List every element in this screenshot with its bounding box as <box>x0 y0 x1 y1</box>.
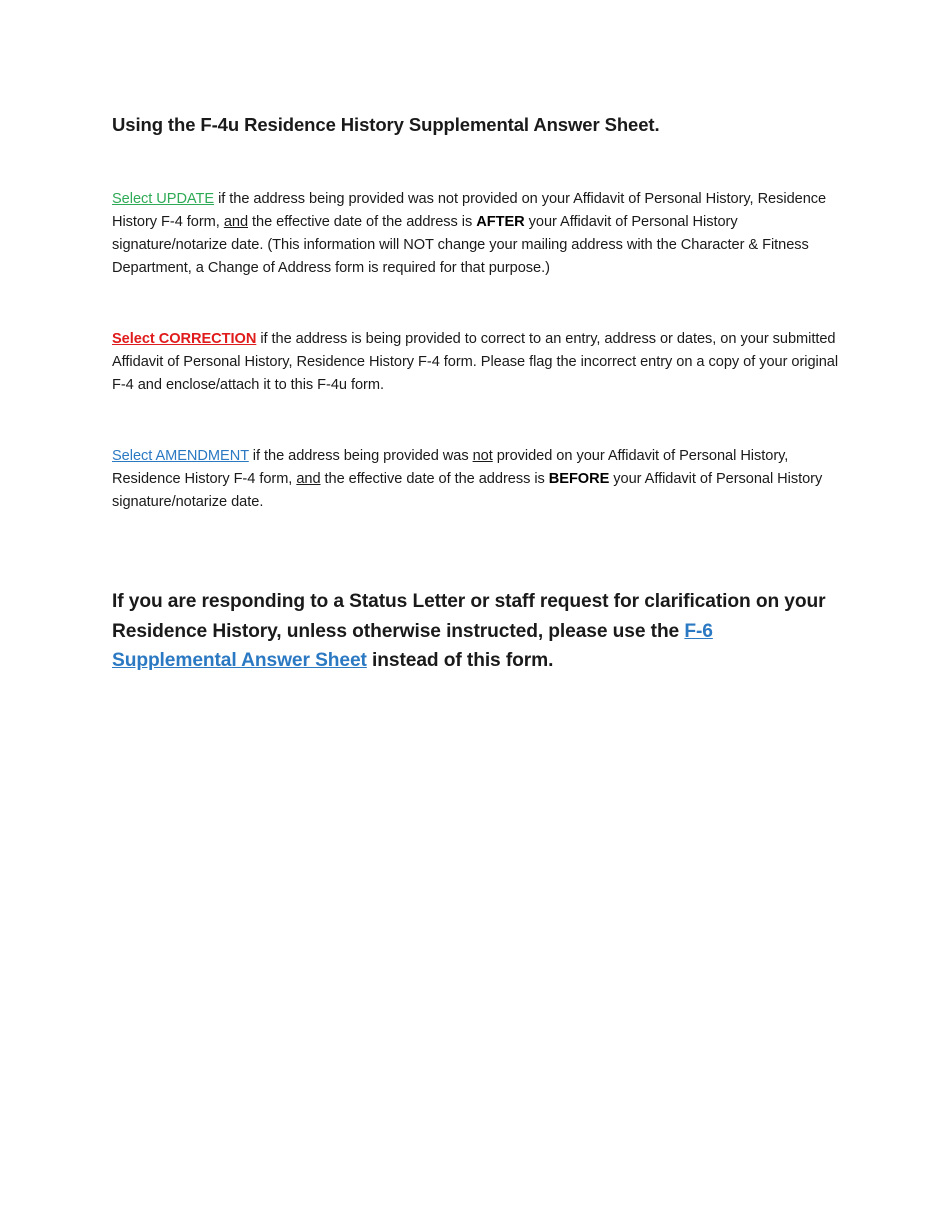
amendment-paragraph <box>112 445 840 514</box>
amendment-text-1: if the address being provided was <box>248 448 473 464</box>
correction-text-1: if the address is being provided to correct to an entry, address or dates, on your submitted Affidavit of Personal History, Residence History F-4 form. Please flag the incorrect entry on a copy of your original F-4 and enclose/attach it to this F-4u form. <box>112 331 839 393</box>
amendment-and: and <box>296 471 321 487</box>
amendment-text-3: the effective date of the address is <box>320 471 549 487</box>
update-and: and <box>223 214 249 230</box>
correction-paragraph <box>112 328 840 397</box>
amendment-text-2: provided on your Affidavit of Personal History, Residence History F-4 form, <box>112 448 789 487</box>
notice-text-2: instead of this form. <box>366 650 554 671</box>
notice-paragraph <box>112 587 840 676</box>
update-after: AFTER <box>476 214 525 230</box>
select-update-label: Select UPDATE <box>112 191 215 207</box>
notice-text-1: If you are responding to a Status Letter or staff request for clarification on your Residence History, unless otherwise instructed, please use the <box>112 591 826 642</box>
document-content <box>112 112 840 676</box>
amendment-not: not <box>472 448 493 464</box>
update-paragraph <box>112 188 840 280</box>
document-title: Using the F-4u Residence History Supplemental Answer Sheet. <box>112 114 660 135</box>
update-text-3: your Affidavit of Personal History signature/notarize date. (This information will NOT change your mailing address with the Character & Fitness Department, a Change of Address form is required for that purpose.) <box>112 214 809 276</box>
amendment-before: BEFORE <box>548 471 610 487</box>
update-text-1: if the address being provided was not provided on your Affidavit of Personal History, Residence History F-4 form, <box>112 191 827 230</box>
select-amendment-label: Select AMENDMENT <box>112 448 249 464</box>
amendment-text-4: your Affidavit of Personal History signature/notarize date. <box>112 471 823 510</box>
select-correction-label: Select CORRECTION <box>112 331 257 347</box>
f6-supplemental-answer-sheet-link[interactable]: F-6 Supplemental Answer Sheet <box>112 620 713 671</box>
update-text-2: the effective date of the address is <box>248 214 477 230</box>
